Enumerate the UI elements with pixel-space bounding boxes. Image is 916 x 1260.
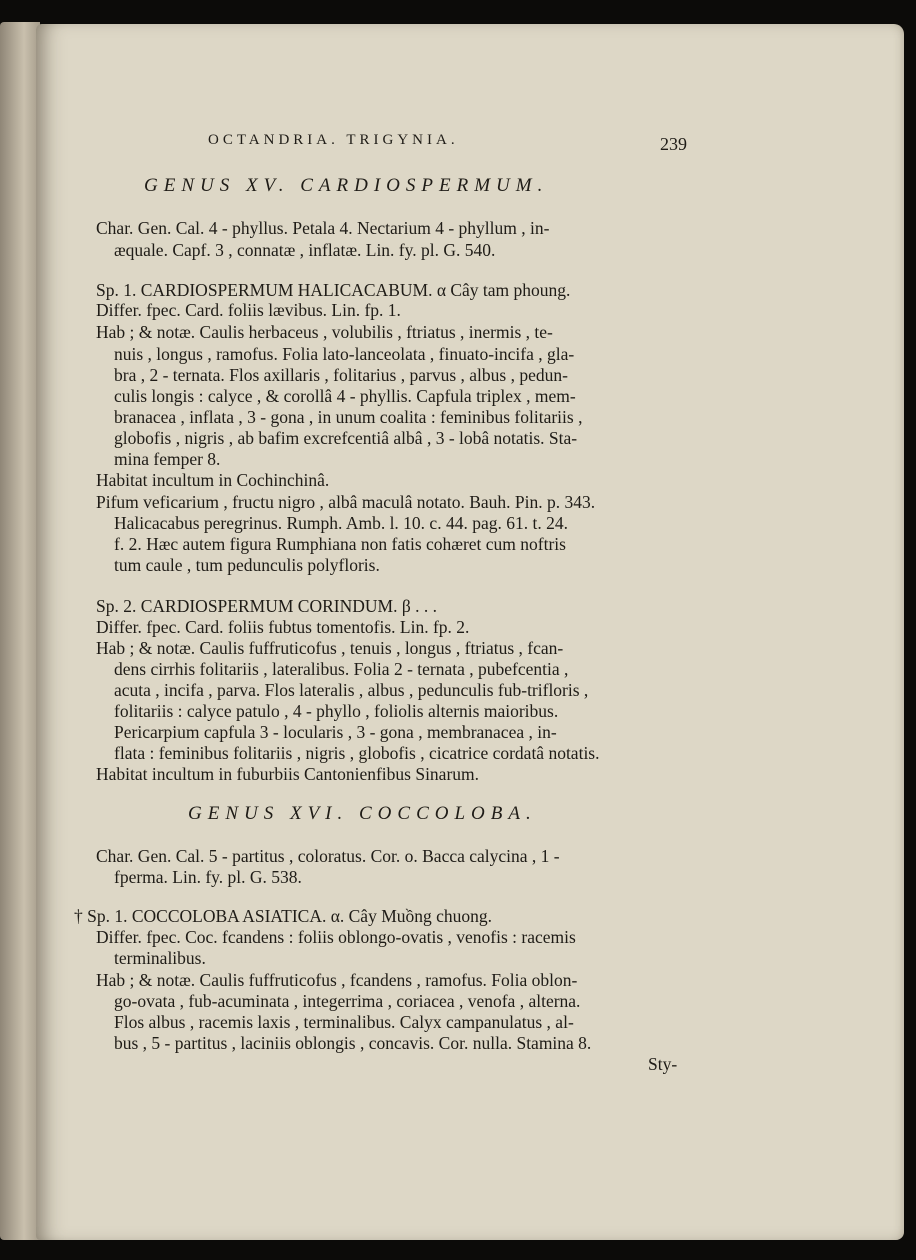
genus-heading: GENUS XV. CARDIOSPERMUM.	[144, 175, 549, 196]
page-number: 239	[660, 134, 687, 154]
text-line: Sp. 2. CARDIOSPERMUM CORINDUM. β . . .	[96, 596, 437, 616]
facing-page-edge	[0, 22, 40, 1240]
text-line: go-ovata , fub-acuminata , integerrima , coriacea , venofa , alterna.	[114, 991, 581, 1011]
text-line: dens cirrhis folitariis , lateralibus. Folia 2 - ternata , pubefcentia ,	[114, 659, 569, 679]
text-line: Pifum veficarium , fructu nigro , albâ maculâ notato. Bauh. Pin. p. 343.	[96, 492, 596, 512]
text-line: Differ. fpec. Coc. fcandens : foliis oblongo-ovatis , venofis : racemis	[96, 927, 576, 947]
text-line: Char. Gen. Cal. 4 - phyllus. Petala 4. Nectarium 4 - phyllum , in-	[96, 218, 550, 238]
text-line: bra , 2 - ternata. Flos axillaris , folitarius , parvus , albus , pedun-	[114, 365, 568, 385]
text-line: bus , 5 - partitus , laciniis oblongis , concavis. Cor. nulla. Stamina 8.	[114, 1033, 592, 1053]
text-line: Differ. fpec. Card. foliis fubtus tomentofis. Lin. fp. 2.	[96, 617, 470, 637]
text-line: æquale. Capf. 3 , connatæ , inflatæ. Lin. fy. pl. G. 540.	[114, 240, 496, 260]
text-line: Habitat incultum in fuburbiis Cantonienfibus Sinarum.	[96, 764, 480, 784]
text-line: mina femper 8.	[114, 449, 221, 469]
text-line: Pericarpium capfula 3 - locularis , 3 - gona , membranacea , in-	[114, 722, 557, 742]
text-line: acuta , incifa , parva. Flos lateralis , albus , pedunculis fub-trifloris ,	[114, 680, 589, 700]
text-line: Hab ; & notæ. Caulis fuffruticofus , tenuis , longus , ftriatus , fcan-	[96, 638, 564, 658]
text-line: flata : feminibus folitariis , nigris , globofis , cicatrice cordatâ notatis.	[114, 743, 600, 763]
text-line: Sp. 1. CARDIOSPERMUM HALICACABUM. α Cây tam phoung.	[96, 280, 571, 300]
text-line: Halicacabus peregrinus. Rumph. Amb. l. 10. c. 44. pag. 61. t. 24.	[114, 513, 568, 533]
text-line: globofis , nigris , ab bafim excrefcentiâ albâ , 3 - lobâ notatis. Sta-	[114, 428, 578, 448]
text-line: † Sp. 1. COCCOLOBA ASIATICA. α. Cây Muồng chuong.	[74, 906, 493, 926]
text-line: branacea , inflata , 3 - gona , in unum coalita : feminibus folitariis ,	[114, 407, 583, 427]
text-line: Differ. fpec. Card. foliis lævibus. Lin. fp. 1.	[96, 300, 401, 320]
text-line: Habitat incultum in Cochinchinâ.	[96, 470, 330, 490]
page-text	[36, 24, 904, 1240]
text-line: Char. Gen. Cal. 5 - partitus , coloratus. Cor. o. Bacca calycina , 1 -	[96, 846, 560, 866]
text-line: terminalibus.	[114, 948, 206, 968]
text-line: Sty-	[648, 1054, 678, 1074]
text-line: culis longis : calyce , & corollâ 4 - phyllis. Capfula triplex , mem-	[114, 386, 576, 406]
running-head: OCTANDRIA. TRIGYNIA.	[208, 132, 459, 148]
text-line: Hab ; & notæ. Caulis herbaceus , volubilis , ftriatus , inermis , te-	[96, 322, 553, 342]
text-line: fperma. Lin. fy. pl. G. 538.	[114, 867, 302, 887]
text-line: nuis , longus , ramofus. Folia lato-lanceolata , finuato-incifa , gla-	[114, 344, 575, 364]
text-line: tum caule , tum pedunculis polyfloris.	[114, 555, 380, 575]
text-line: folitariis : calyce patulo , 4 - phyllo , foliolis alternis maioribus.	[114, 701, 559, 721]
book-page	[36, 24, 904, 1240]
text-line: f. 2. Hæc autem figura Rumphiana non fatis cohæret cum noftris	[114, 534, 566, 554]
text-line: Hab ; & notæ. Caulis fuffruticofus , fcandens , ramofus. Folia oblon-	[96, 970, 578, 990]
genus-heading: GENUS XVI. COCCOLOBA.	[188, 803, 537, 824]
text-line: Flos albus , racemis laxis , terminalibus. Calyx campanulatus , al-	[114, 1012, 574, 1032]
